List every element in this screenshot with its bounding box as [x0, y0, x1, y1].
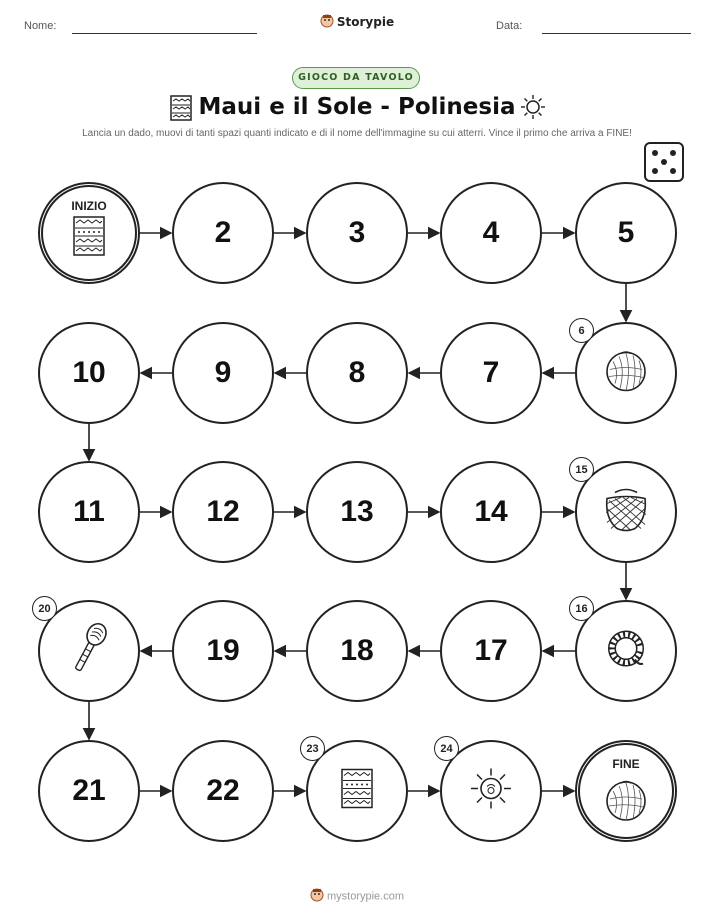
- space-number-tag: 6: [569, 318, 594, 343]
- net-bag-icon: [601, 485, 651, 540]
- board-space-12: [172, 461, 274, 563]
- coconut-icon: [603, 348, 649, 399]
- space-number: 3: [348, 216, 366, 249]
- space-number-tag: 15: [569, 457, 594, 482]
- space-number: 19: [206, 634, 240, 667]
- space-number: 18: [340, 634, 374, 667]
- board-space-13: [306, 461, 408, 563]
- space-number: 17: [474, 634, 508, 667]
- storypie-logo-icon: [310, 888, 324, 905]
- carved-club-icon: [69, 621, 109, 682]
- page-title: Maui e il Sole - Polinesia: [198, 94, 516, 120]
- space-number: 13: [340, 495, 374, 528]
- space-number: 5: [617, 216, 635, 249]
- date-label: Data:: [496, 20, 523, 32]
- space-number-tag: 23: [300, 736, 325, 761]
- board-space-3: [306, 182, 408, 284]
- board-space-6: [575, 322, 677, 424]
- sun-icon: [467, 765, 515, 818]
- footer-url: mystorypie.com: [326, 890, 405, 903]
- game-type-badge: GIOCO DA TAVOLO: [292, 67, 420, 89]
- space-number: 8: [348, 356, 366, 389]
- space-number: 7: [482, 356, 500, 389]
- board-space-23: [306, 740, 408, 842]
- space-number: 2: [214, 216, 232, 249]
- space-number-tag: 16: [569, 596, 594, 621]
- space-number-tag: 24: [434, 736, 459, 761]
- start-label: INIZIO: [71, 199, 107, 213]
- board-space-4: [440, 182, 542, 284]
- board-space-7: [440, 322, 542, 424]
- board-space-19: [172, 600, 274, 702]
- tapa-cloth-icon: [72, 215, 106, 262]
- board-space-17: [440, 600, 542, 702]
- board-space-8: [306, 322, 408, 424]
- board-space-2: [172, 182, 274, 284]
- brand-name: Storypie: [336, 15, 395, 29]
- board-space-21: [38, 740, 140, 842]
- space-number: 22: [206, 774, 240, 807]
- board-space-18: [306, 600, 408, 702]
- space-number: 14: [474, 495, 508, 528]
- space-number: 4: [482, 216, 500, 249]
- space-number: 10: [72, 356, 106, 389]
- name-label: Nome:: [24, 20, 57, 32]
- board-space-5: [575, 182, 677, 284]
- coconut-icon: [603, 777, 649, 828]
- instructions: Lancia un dado, muovi di tanti spazi quanti indicato e di il nome dell'immagine su cui atterri. Vince il primo che arriva a FINE!: [82, 128, 632, 139]
- board-space-10: [38, 322, 140, 424]
- footer: [0, 888, 714, 905]
- rope-coil-icon: [605, 628, 647, 675]
- board-space-25: [575, 740, 677, 842]
- board-space-22: [172, 740, 274, 842]
- space-number: 11: [73, 495, 105, 528]
- board-space-20: [38, 600, 140, 702]
- board-space-1: [38, 182, 140, 284]
- board-space-16: [575, 600, 677, 702]
- board-space-24: [440, 740, 542, 842]
- board-space-15: [575, 461, 677, 563]
- space-number: 9: [214, 356, 232, 389]
- board-space-14: [440, 461, 542, 563]
- board-space-11: [38, 461, 140, 563]
- space-number-tag: 20: [32, 596, 57, 621]
- space-number: 21: [72, 774, 106, 807]
- tapa-cloth-icon: [340, 768, 374, 815]
- board-space-9: [172, 322, 274, 424]
- space-number: 12: [206, 495, 240, 528]
- end-label: FINE: [612, 757, 640, 771]
